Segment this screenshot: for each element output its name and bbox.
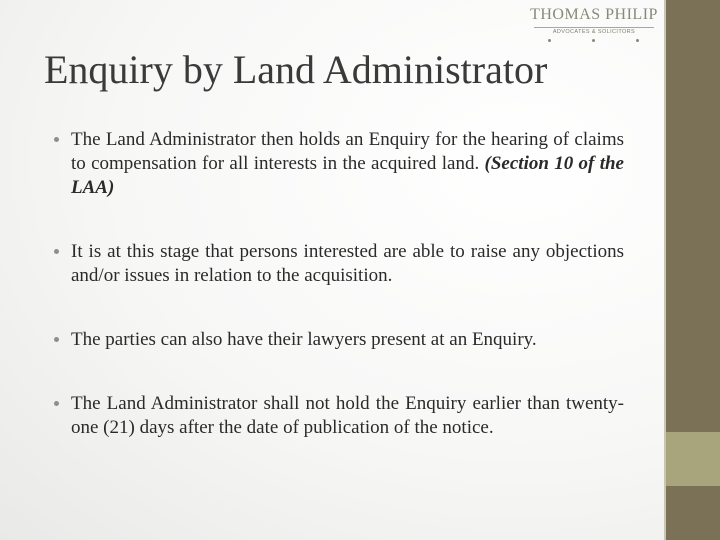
bullet-icon (54, 137, 59, 142)
bullet-item (54, 128, 624, 200)
bullet-text: The Land Administrator shall not hold the Enquiry earlier than twenty-one (21) days after the date of publication of the notice. (71, 393, 624, 438)
bullet-icon (54, 337, 59, 342)
bullet-icon (54, 249, 59, 254)
bullet-item (54, 240, 624, 288)
logo-subtitle: ADVOCATES & SOLICITORS (552, 29, 636, 35)
bullet-text: The Land Administrator then holds an Enquiry for the hearing of claims to compensation for all interests in the acquired land. (71, 129, 624, 174)
bullet-item (54, 392, 624, 440)
bullet-text: It is at this stage that persons interested are able to raise any objections and/or issues in relation to the acquisition. (71, 241, 624, 286)
bullet-list (54, 128, 624, 480)
slide-title: Enquiry by Land Administrator (44, 47, 548, 92)
firm-logo (530, 6, 658, 46)
logo-divider (534, 27, 654, 28)
bullet-icon (54, 401, 59, 406)
bullet-emphasis: (Section 10 of the LAA) (71, 153, 624, 198)
bullet-text: The parties can also have their lawyers present at an Enquiry. (71, 329, 537, 350)
decorative-sidebar-accent (666, 432, 720, 486)
bullet-item (54, 328, 624, 352)
logo-name: THOMAS PHILIP (530, 6, 658, 23)
